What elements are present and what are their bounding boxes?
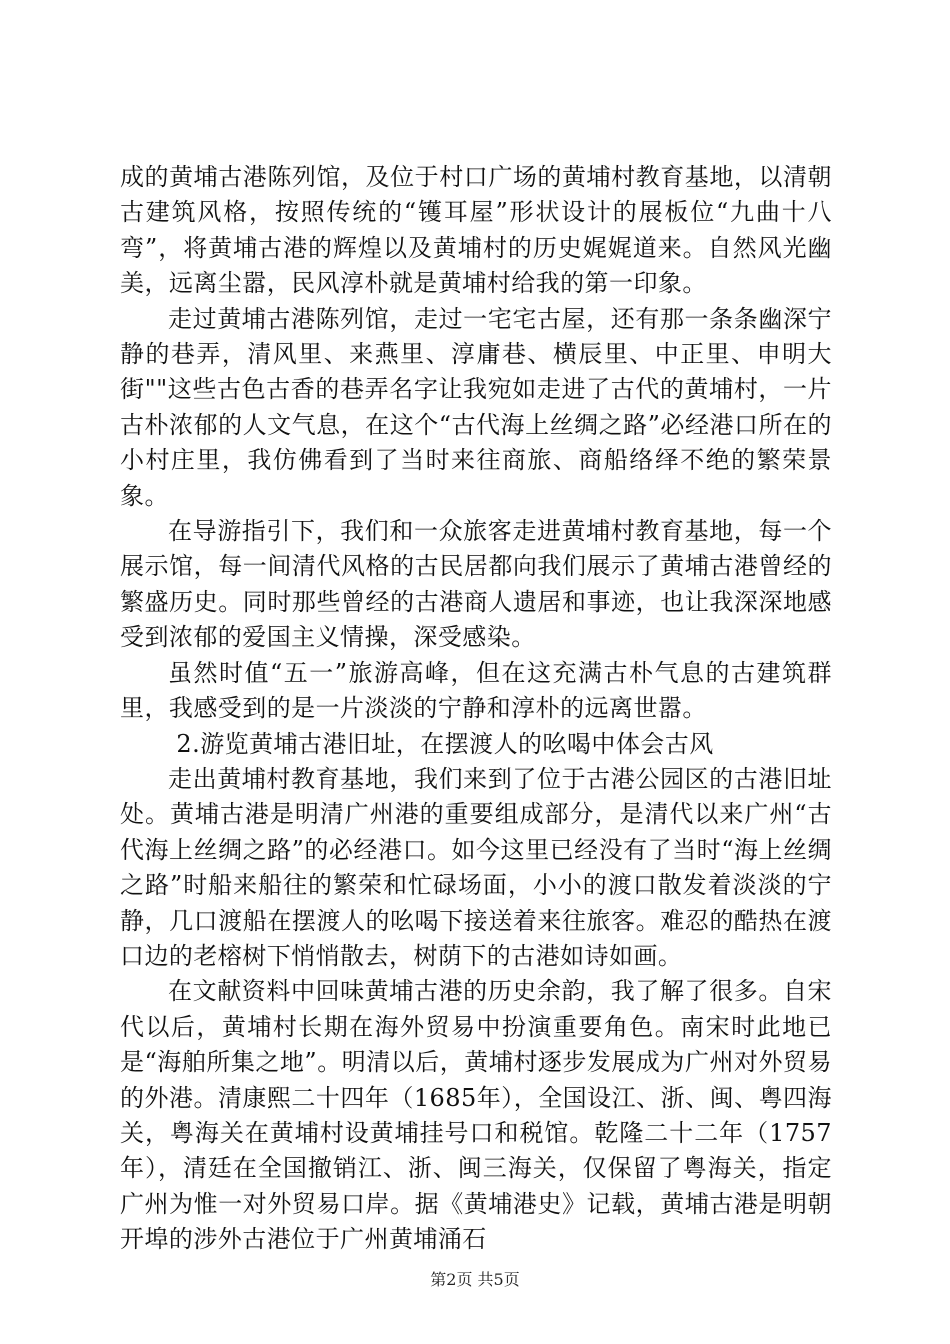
section-heading: 2.游览黄埔古港旧址，在摆渡人的吆喝中体会古风 — [176, 729, 714, 758]
paragraph: 在导游指引下，我们和一众旅客走进黄埔村教育基地，每一个展示馆，每一间清代风格的古民居都向我们展示了黄埔古港曾经的繁盛历史。同时那些曾经的古港商人遗居和事迹，也让我深深地感受到浓郁的爱国主义情操，深受感染。 — [120, 517, 832, 652]
paragraph: 在文献资料中回味黄埔古港的历史余韵，我了解了很多。自宋代以后，黄埔村长期在海外贸易中扮演重要角色。南宋时此地已是“海舶所集之地”。明清以后，黄埔村逐步发展成为广州对外贸易的外港。清康熙二十四年（1685年），全国设江、浙、闽、粤四海关，粤海关在黄埔村设黄埔挂号口和税馆。乾隆二十二年（1757年），清廷在全国撤销江、浙、闽三海关，仅保留了粤海关，指定广州为惟一对外贸易口岸。据《黄埔港史》记载，黄埔古港是明朝开埠的涉外古港位于广州黄埔涌石 — [120, 977, 832, 1254]
paragraph: 虽然时值“五一”旅游高峰，但在这充满古朴气息的古建筑群里，我感受到的是一片淡淡的宁静和淳朴的远离世嚣。 — [120, 658, 832, 723]
paragraph: 走过黄埔古港陈列馆，走过一宅宅古屋，还有那一条条幽深宁静的巷弄，清风里、来燕里、淳庸巷、横辰里、中正里、申明大街""这些古色古香的巷弄名字让我宛如走进了古代的黄埔村，一片古朴浓郁的人文气息，在这个“古代海上丝绸之路”必经港口所在的小村庄里，我仿佛看到了当时来往商旅、商船络绎不绝的繁荣景象。 — [120, 304, 832, 510]
page-number-footer: 第2页 共5页 — [430, 1270, 520, 1289]
body-text — [120, 160, 832, 1258]
paragraph: 成的黄埔古港陈列馆，及位于村口广场的黄埔村教育基地，以清朝古建筑风格，按照传统的“镬耳屋”形状设计的展板位“九曲十八弯”，将黄埔古港的辉煌以及黄埔村的历史娓娓道来。自然风光幽美，远离尘嚣，民风淳朴就是黄埔村给我的第一印象。 — [120, 163, 832, 298]
paragraph: 走出黄埔村教育基地，我们来到了位于古港公园区的古港旧址处。黄埔古港是明清广州港的重要组成部分，是清代以来广州“古代海上丝绸之路”的必经港口。如今这里已经没有了当时“海上丝绸之路”时船来船往的繁荣和忙碌场面，小小的渡口散发着淡淡的宁静，几口渡船在摆渡人的吆喝下接送着来往旅客。难忍的酷热在渡口边的老榕树下悄悄散去，树荫下的古港如诗如画。 — [120, 764, 832, 970]
